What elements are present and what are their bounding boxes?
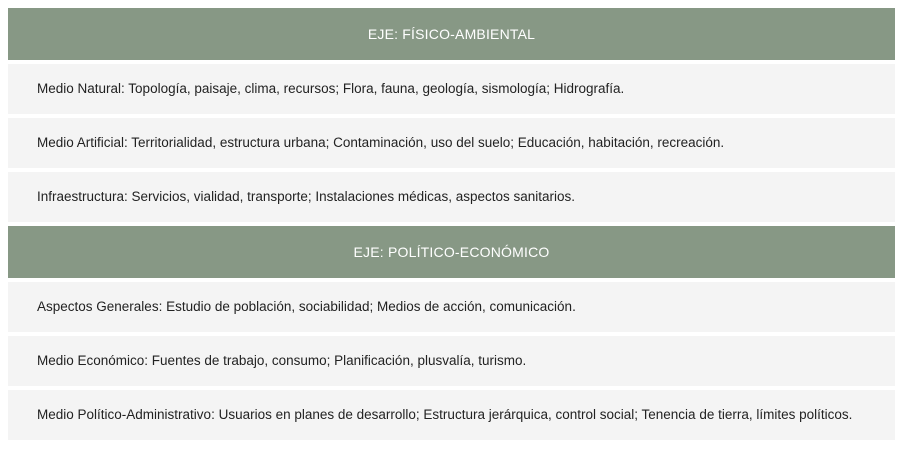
section-header: EJE: FÍSICO-AMBIENTAL — [8, 8, 895, 60]
section-politico-economico — [8, 226, 895, 440]
section-fisico-ambiental — [8, 8, 895, 222]
table-row: Infraestructura: Servicios, vialidad, transporte; Instalaciones médicas, aspectos sanitarios. — [8, 172, 895, 222]
table-row: Medio Natural: Topología, paisaje, clima, recursos; Flora, fauna, geología, sismología; Hidrografía. — [8, 64, 895, 114]
axes-table — [8, 8, 895, 444]
table-row: Medio Político-Administrativo: Usuarios en planes de desarrollo; Estructura jerárquica, control social; Tenencia de tierra, límites políticos. — [8, 390, 895, 440]
table-row: Aspectos Generales: Estudio de población, sociabilidad; Medios de acción, comunicación. — [8, 282, 895, 332]
table-row: Medio Artificial: Territorialidad, estructura urbana; Contaminación, uso del suelo; Educación, habitación, recreación. — [8, 118, 895, 168]
table-row: Medio Económico: Fuentes de trabajo, consumo; Planificación, plusvalía, turismo. — [8, 336, 895, 386]
section-header: EJE: POLÍTICO-ECONÓMICO — [8, 226, 895, 278]
